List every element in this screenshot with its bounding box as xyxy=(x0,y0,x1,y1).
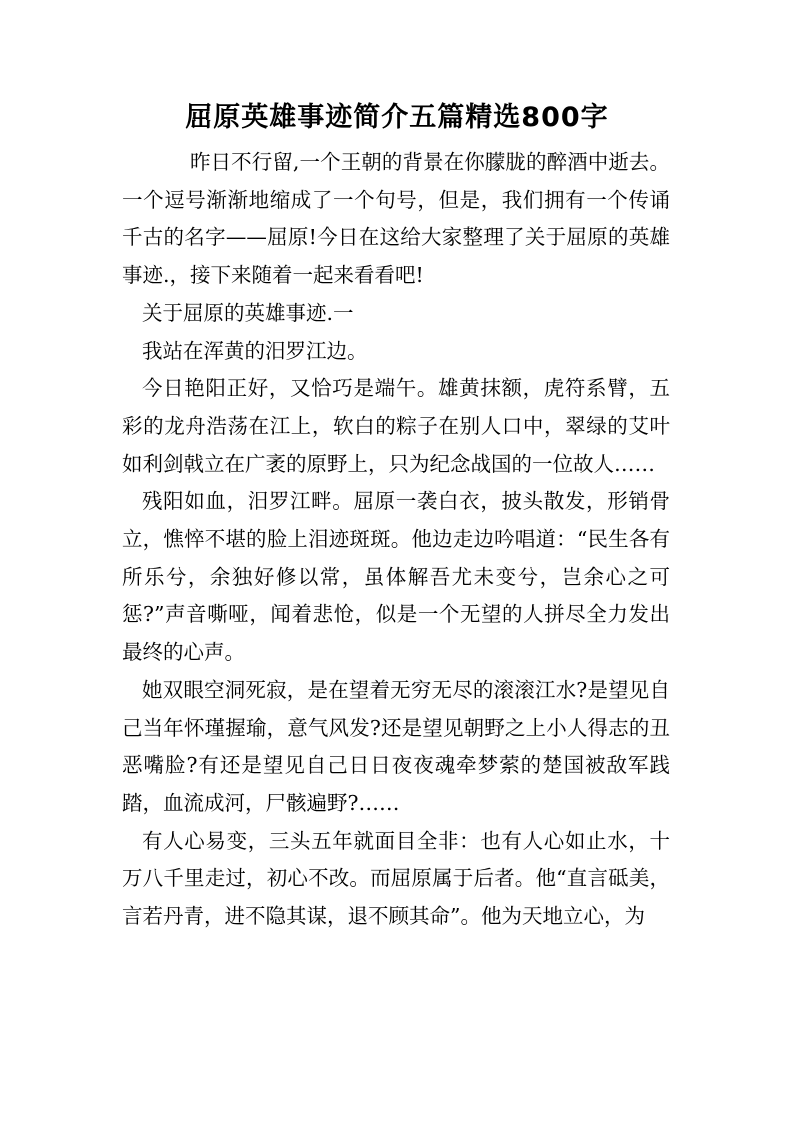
paragraph: 有人心易变，三头五年就面目全非：也有人心如止水，十万八千里走过，初心不改。而屈原属于后者。他“直言砥美，言若丹青，进不隐其谋，退不顾其命”。他为天地立心，为 xyxy=(122,828,670,929)
paragraph-intro: 昨日不行留,一个王朝的背景在你朦胧的醉酒中逝去。一个逗号渐渐地缩成了一个句号，但是，我们拥有一个传诵千古的名字——屈原!今日在这给大家整理了关于屈原的英雄事迹.，接下来随着一起来看看吧! xyxy=(122,150,670,288)
paragraph: 今日艳阳正好，又恰巧是端午。雄黄抹额，虎符系臂，五彩的龙舟浩荡在江上，软白的粽子在别人口中，翠绿的艾叶如利剑戟立在广袤的原野上，只为纪念战国的一位故人…… xyxy=(122,376,670,476)
paragraph: 她双眼空洞死寂，是在望着无穷无尽的滚滚江水?是望见自己当年怀瑾握瑜，意气风发?还是望见朝野之上小人得志的丑恶嘴脸?有还是望见自己日日夜夜魂牵梦萦的楚国被敌军践踏，血流成河，尸骸遍野?…… xyxy=(122,677,670,815)
paragraph: 残阳如血，汨罗江畔。屈原一袭白衣，披头散发，形销骨立，憔悴不堪的脸上泪迹斑斑。他边走边吟唱道：“民生各有所乐兮，余独好修以常，虽体解吾尤未变兮，岂余心之可惩?”声音嘶哑，闻着悲怆，似是一个无望的人拼尽全力发出最终的心声。 xyxy=(122,489,670,665)
paragraph-section-heading: 关于屈原的英雄事迹.一 xyxy=(142,300,354,325)
document-body xyxy=(122,144,670,936)
document-title: 屈原英雄事迹简介五篇精选800字 xyxy=(185,102,609,133)
paragraph: 我站在浑黄的汨罗江边。 xyxy=(142,338,368,363)
